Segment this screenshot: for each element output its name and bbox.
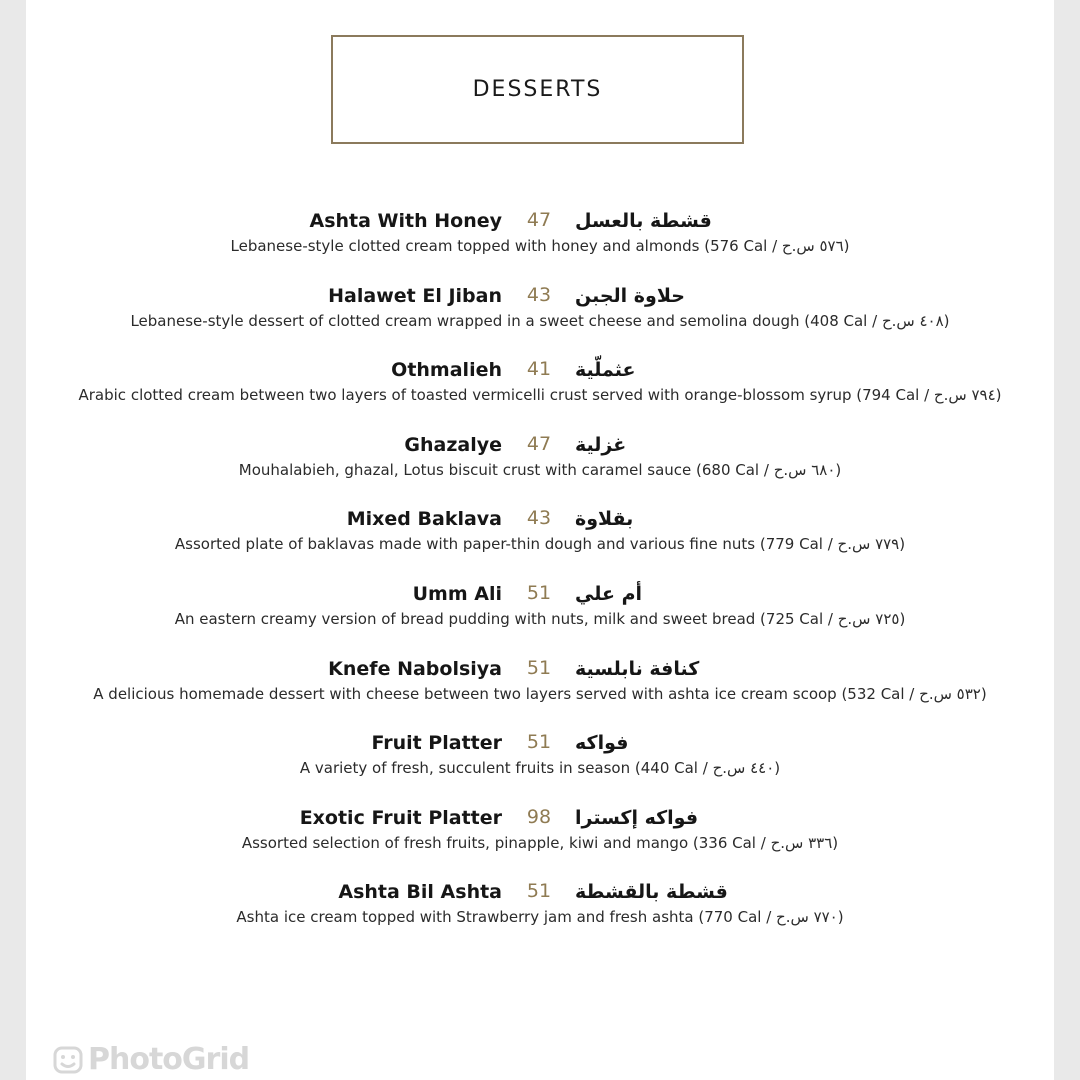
item-price: 43 — [526, 283, 552, 306]
item-description: Lebanese-style clotted cream topped with honey and almonds (576 Cal / ٥٧٦ س.ح) — [230, 237, 850, 255]
menu-item — [26, 728, 1054, 803]
menu-item — [26, 803, 1054, 878]
item-name: Exotic Fruit Platter — [299, 806, 502, 829]
item-name: Fruit Platter — [371, 732, 502, 755]
item-price: 51 — [526, 731, 552, 754]
watermark-text: PhotoGrid — [88, 1042, 250, 1077]
menu-item — [26, 877, 1054, 952]
item-name-arabic: فواكه — [575, 732, 629, 755]
item-name-arabic: قشطة بالقشطة — [575, 881, 728, 904]
item-name-arabic: بقلاوة — [575, 508, 634, 531]
item-description: A variety of fresh, succulent fruits in season (440 Cal / ٤٤٠ س.ح) — [299, 759, 781, 778]
menu-page — [26, 0, 1054, 1080]
item-description: Ashta ice cream topped with Strawberry jam and fresh ashta (770 Cal / ٧٧٠ س.ح) — [236, 908, 844, 927]
section-title-box — [331, 35, 744, 144]
item-name: Mixed Baklava — [346, 508, 502, 531]
item-name-arabic: فواكه إكسترا — [575, 806, 699, 829]
item-name-arabic: أم علي — [575, 582, 643, 605]
photogrid-watermark — [52, 1042, 249, 1077]
item-name: Halawet El Jiban — [328, 284, 502, 307]
item-name: Othmalieh — [391, 359, 502, 382]
item-description: Arabic clotted cream between two layers of toasted vermicelli crust served with orange-blossom syrup (794 Cal / ٧٩٤ س.ح) — [78, 386, 1002, 405]
item-name-arabic: قشطة بالعسل — [575, 210, 712, 232]
item-name: Ashta With Honey — [309, 210, 502, 232]
item-description: Mouhalabieh, ghazal, Lotus biscuit crust with caramel sauce (680 Cal / ٦٨٠ س.ح) — [238, 460, 842, 479]
item-description: Assorted plate of baklavas made with paper-thin dough and various fine nuts (779 Cal / ٧٧٩ س.ح) — [174, 535, 906, 554]
menu-item — [26, 654, 1054, 729]
menu-item — [26, 355, 1054, 430]
item-name-arabic: كنافة نابلسية — [575, 657, 700, 680]
item-description: An eastern creamy version of bread pudding with nuts, milk and sweet bread (725 Cal / ٧٢٥ س.ح) — [174, 609, 906, 628]
item-description: Lebanese-style dessert of clotted cream wrapped in a sweet cheese and semolina dough (408 Cal / ٤٠٨ س.ح) — [130, 311, 950, 330]
menu-item — [26, 579, 1054, 654]
item-price: 98 — [526, 805, 552, 828]
menu-item — [26, 430, 1054, 505]
item-name-arabic: حلاوة الجبن — [575, 284, 685, 307]
item-name: Ashta Bil Ashta — [338, 881, 502, 904]
section-title: DESSERTS — [472, 77, 603, 102]
item-description: A delicious homemade dessert with cheese between two layers served with ashta ice cream scoop (532 Cal / ٥٣٢ س.ح) — [93, 684, 987, 703]
item-price: 51 — [526, 880, 552, 903]
menu-item — [26, 504, 1054, 579]
item-price: 47 — [526, 432, 552, 455]
photogrid-logo-icon — [52, 1044, 84, 1076]
item-description: Assorted selection of fresh fruits, pinapple, kiwi and mango (336 Cal / ٣٣٦ س.ح) — [241, 833, 839, 852]
item-name: Ghazalye — [404, 433, 502, 456]
item-name-arabic: عثملّية — [575, 359, 636, 382]
item-name: Knefe Nabolsiya — [328, 657, 502, 680]
item-price: 43 — [526, 507, 552, 530]
menu-items-list — [26, 206, 1054, 952]
item-name-arabic: غزلية — [575, 433, 627, 456]
item-price: 41 — [526, 358, 552, 381]
item-price: 47 — [526, 209, 552, 231]
menu-item — [26, 281, 1054, 356]
menu-item — [26, 206, 1054, 281]
item-price: 51 — [526, 656, 552, 679]
item-name: Umm Ali — [412, 582, 502, 605]
item-price: 51 — [526, 581, 552, 604]
